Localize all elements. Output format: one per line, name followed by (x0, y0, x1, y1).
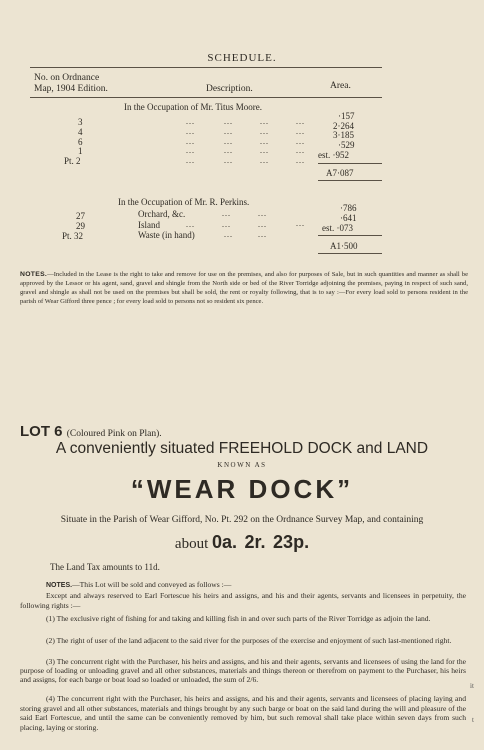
g1-dots-a4: ... (186, 146, 195, 155)
g1-dots-c3: ... (260, 137, 269, 146)
g2-no-2: 27 (76, 211, 85, 221)
area-line (0, 532, 484, 553)
known-as: KNOWN AS (217, 461, 267, 469)
g1-area-5: est. ·952 (318, 150, 349, 160)
g1-dots-b1: ... (224, 117, 233, 126)
g1-dots-d3: ... (296, 137, 305, 146)
g2-desc-4: Waste (in hand) (138, 230, 195, 240)
area-roods: 2r. (244, 532, 266, 552)
g2-area-2: ·641 (340, 213, 357, 223)
lot-heading (20, 423, 162, 440)
g1-dots-c1: ... (260, 117, 269, 126)
header-description: Description. (206, 84, 253, 94)
g1-dots-d1: ... (296, 117, 305, 126)
g1-dots-b2: ... (224, 127, 233, 136)
g1-dots-b3: ... (224, 137, 233, 146)
g1-area-3: 3·185 (333, 130, 354, 140)
g2-desc-2: Orchard, &c. (138, 209, 186, 219)
schedule-top-rule (30, 67, 382, 68)
land-tax: The Land Tax amounts to 11d. (50, 562, 160, 572)
group1-heading: In the Occupation of Mr. Titus Moore. (124, 102, 262, 112)
lot-notes-label: NOTES. (46, 582, 73, 589)
margin-mark-1: it (470, 682, 474, 690)
g2-dots-b3: ... (222, 220, 231, 229)
schedule-notes-label: NOTES. (20, 271, 48, 278)
g1-dots-a1: ... (186, 117, 195, 126)
g2-dots-a3: ... (186, 220, 195, 229)
lot-number: LOT 6 (20, 423, 63, 440)
g1-dots-a2: ... (186, 127, 195, 136)
about-label: about (174, 536, 209, 552)
g1-no-4: 1 (78, 146, 83, 156)
g1-dots-a5: ... (186, 156, 195, 165)
group2-heading: In the Occupation of Mr. R. Perkins. (118, 197, 250, 207)
lot-paragraph-1: (1) The exclusive right of fishing for and taking and killing fish in and over such parts of the River Torridge as adjoin the land. (46, 614, 431, 623)
g1-total-rule (318, 180, 382, 181)
header-ordnance: No. on Ordnance Map, 1904 Edition. (34, 73, 108, 94)
lot-notes-intro (46, 580, 466, 591)
g1-no-3: 6 (78, 137, 83, 147)
area-perches: 23p. (273, 532, 310, 552)
g2-no-4: Pt. 32 (62, 231, 84, 241)
lot-headline: A conveniently situated FREEHOLD DOCK and LAND (55, 440, 429, 457)
g2-dots-b4: ... (258, 230, 267, 239)
g1-dots-c2: ... (260, 127, 269, 136)
g1-dots-d2: ... (296, 127, 305, 136)
g1-area-1: ·157 (338, 111, 355, 121)
property-name: “WEAR DOCK” (130, 474, 354, 504)
header-area: Area. (330, 81, 351, 91)
g2-desc-3: Island (138, 220, 160, 230)
g2-dots-d3: ... (296, 219, 305, 228)
lot-notes-intro-text: —This Lot will be sold and conveyed as follows :— (72, 580, 232, 589)
g1-no-1: 3 (78, 117, 83, 127)
g2-dots-c3: ... (258, 220, 267, 229)
g1-dots-a3: ... (186, 137, 195, 146)
g1-dots-d4: ... (296, 146, 305, 155)
g2-sum-rule (318, 235, 382, 236)
g1-area-4: ·529 (338, 140, 355, 150)
g1-no-2: 4 (78, 127, 83, 137)
schedule-notes-text: —Included in the Lease is the right to take and remove for use on the premises, and also for purposes of Sale, but in such quantities and manner as shall be approved by the Lessor or his agent, sand, gravel and shingle from the North side or bed of the River Torridge adjoining the premises, paying in respect of such sand, gravel and shingle as shall not be used on the premises but shall be sold, the rent or royalty following, that is to say :—For every load sold to persons resident in the parish of Wear Gifford three pence ; for every load sold to persons not so resident six pence. (20, 271, 468, 305)
g2-area-1: ·786 (340, 203, 357, 213)
g1-dots-d5: ... (296, 156, 305, 165)
g1-dots-c4: ... (260, 146, 269, 155)
header-bottom-rule (30, 97, 382, 98)
g1-dots-b4: ... (224, 146, 233, 155)
g1-dots-c5: ... (260, 156, 269, 165)
g2-dots-a2: ... (222, 209, 231, 218)
lot-paragraph-intro: Except and always reserved to Earl Fortescue his heirs and assigns, and his and their agents, servants and licensees in perpetuity, the following rights :— (20, 591, 466, 610)
g1-no-5: Pt. 2 (64, 156, 81, 166)
g1-total: A7·087 (326, 168, 354, 178)
g1-dots-b5: ... (224, 156, 233, 165)
g2-total: A1·500 (330, 241, 358, 251)
g1-sum-rule (318, 163, 382, 164)
lot-paragraph-4: (4) The concurrent right with the Purchaser, his heirs and assigns, and his and their agents, servants and licensees of placing laying and storing gravel and all other substances, materials and things brought by any such barge or boat on the said land during the will and pleasure of the said Earl Fortescue, and until the same can be conveniently removed by him, but such removal shall take place within seven days from such placing, laying or storing. (20, 694, 466, 732)
g2-no-3: 29 (76, 221, 85, 231)
lot-colour-note: (Coloured Pink on Plan). (66, 429, 162, 439)
schedule-title: SCHEDULE. (207, 52, 277, 64)
g2-dots-b2: ... (258, 209, 267, 218)
area-acres: 0a. (211, 532, 238, 552)
g2-total-rule (318, 253, 382, 254)
schedule-notes (20, 270, 468, 306)
situate-line: Situate in the Parish of Wear Gifford, No. Pt. 292 on the Ordnance Survey Map, and containing (60, 515, 424, 525)
lot-paragraph-2: (2) The right of user of the land adjacent to the said river for the purposes of the exercise and enjoyment of such last-mentioned right. (46, 636, 452, 645)
lot-paragraph-3: (3) The concurrent right with the Purchaser, his heirs and assigns, and his and their agents, servants and licensees of using the land for the purpose of loading or unloading gravel and all other substances, materials and things thereon or therefrom on payment to the Purchaser, his heirs and assigns, for each barge or boat load so loaded or unloaded, the sum of 2/6. (20, 657, 466, 684)
margin-mark-2: t (472, 716, 474, 724)
g2-area-3: est. ·073 (322, 223, 353, 233)
g2-dots-a4: ... (224, 230, 233, 239)
g1-area-2: 2·264 (333, 121, 354, 131)
